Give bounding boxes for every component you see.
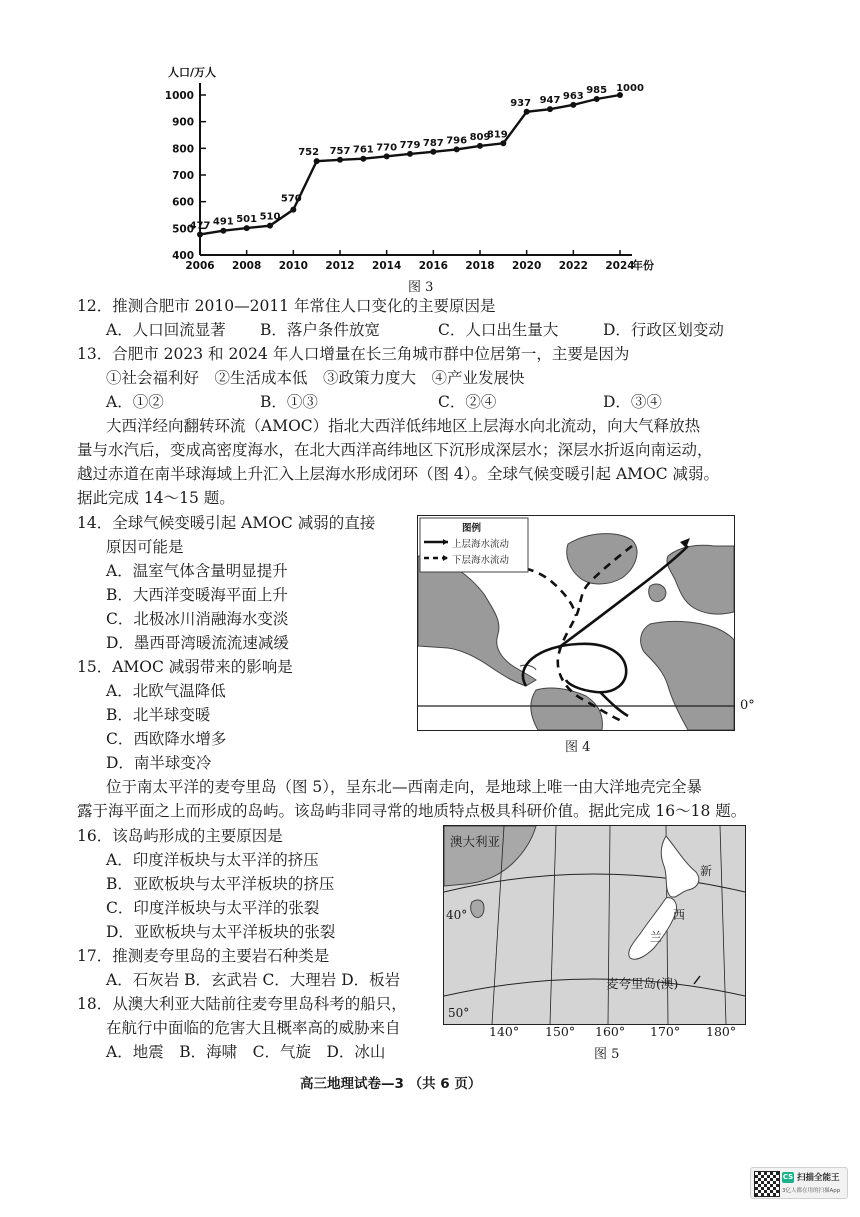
question-16-option-d: D．亚欧板块与太平洋板块的张裂 <box>106 923 336 941</box>
data-point <box>384 153 390 159</box>
x-tick-label: 2012 <box>325 260 355 272</box>
y-tick-label: 500 <box>172 223 194 236</box>
x-axis-title: 年份 <box>632 259 654 272</box>
y-tick-label: 700 <box>172 170 194 182</box>
question-12-option-d: D．行政区划变动 <box>603 321 724 339</box>
question-17-options: A．石灰岩 B．玄武岩 C．大理岩 D．板岩 <box>106 971 401 989</box>
question-14-option-d: D．墨西哥湾暖流流速减缓 <box>106 634 289 652</box>
x-tick-label: 2010 <box>278 260 308 272</box>
x-tick-label: 2022 <box>558 260 588 272</box>
data-point <box>570 102 576 108</box>
figure-4-caption: 图 4 <box>565 740 591 755</box>
x-tick-label: 2020 <box>512 260 542 272</box>
question-13-option-a: A．①② <box>106 393 164 411</box>
question-14-option-c: C．北极冰川消融海水变淡 <box>106 610 289 628</box>
data-label: 809 <box>469 131 491 143</box>
label-macquarie-island: 麦夸里岛(澳) <box>606 976 679 991</box>
latitude-50-label: 50° <box>448 1006 470 1020</box>
data-label: 491 <box>212 216 234 228</box>
question-16-option-c: C．印度洋板块与太平洋的张裂 <box>106 899 320 917</box>
amoc-legend-lower-flow: 下层海水流动 <box>452 555 510 566</box>
data-point <box>220 228 226 234</box>
x-tick-label: 2014 <box>372 260 402 272</box>
y-tick-label: 600 <box>172 196 194 209</box>
question-15-option-c: C．西欧降水增多 <box>106 730 227 748</box>
question-16-option-b: B．亚欧板块与太平洋板块的挤压 <box>106 875 335 893</box>
data-point <box>290 207 296 213</box>
longitude-150-label: 150° <box>545 1024 576 1039</box>
question-18-stem-line-2: 在航行中面临的危害大且概率高的威胁来自 <box>106 1019 401 1037</box>
macquarie-map-drawing <box>444 826 745 1024</box>
question-13-items: ①社会福利好 ②生活成本低 ③政策力度大 ④产业发展快 <box>106 369 525 387</box>
y-axis-title: 人口/万人 <box>168 66 217 79</box>
question-12-option-b: B．落户条件放宽 <box>260 321 380 339</box>
question-18-options: A．地震 B．海啸 C．气旋 D．冰山 <box>106 1043 386 1061</box>
camscanner-badge: CS <box>782 1173 794 1181</box>
question-13-stem: 13．合肥市 2023 和 2024 年人口增量在长三角城市群中位居第一，主要是因为 <box>77 345 630 363</box>
question-13-option-d: D．③④ <box>603 393 662 411</box>
data-point <box>524 109 530 115</box>
label-xi: 西 <box>673 908 686 922</box>
data-point <box>594 96 600 102</box>
data-point <box>430 149 436 155</box>
data-label: 477 <box>189 220 211 232</box>
data-point <box>197 231 203 237</box>
latitude-40-label: 40° <box>446 908 468 922</box>
data-label: 963 <box>562 90 584 102</box>
question-13-option-c: C．②④ <box>438 393 497 411</box>
amoc-passage-line-3: 越过赤道在南半球海域上升汇入上层海水形成闭环（图 4）。全球气候变暖引起 AMOC 减弱。 <box>77 465 720 483</box>
x-tick-label: 2018 <box>465 260 495 272</box>
question-15-stem: 15．AMOC 减弱带来的影响是 <box>77 658 293 676</box>
longitude-180-label: 180° <box>706 1024 737 1039</box>
data-label: 770 <box>376 142 398 154</box>
data-point <box>547 106 553 112</box>
question-18-stem-line-1: 18．从澳大利亚大陆前往麦夸里岛科考的船只， <box>77 995 407 1013</box>
amoc-passage-line-4: 据此完成 14～15 题。 <box>77 489 235 507</box>
question-12-option-c: C．人口出生量大 <box>438 321 559 339</box>
y-tick-label: 400 <box>172 250 194 262</box>
label-xin: 新 <box>700 864 713 878</box>
data-point <box>360 156 366 162</box>
data-label: 501 <box>236 214 258 226</box>
figure-3-caption: 图 3 <box>408 280 434 295</box>
question-14-stem-line-1: 14．全球气候变暖引起 AMOC 减弱的直接 <box>77 514 376 532</box>
x-tick-label: 2016 <box>418 260 448 272</box>
data-label: 1000 <box>616 83 644 94</box>
data-label: 752 <box>298 147 320 159</box>
data-point <box>337 157 343 163</box>
question-17-stem: 17．推测麦夸里岛的主要岩石种类是 <box>77 947 330 965</box>
macquarie-passage-line-2: 露于海平面之上而形成的岛屿。该岛屿非同寻常的地质特点极具科研价值。据此完成 16～18 题。 <box>77 802 747 820</box>
page-footer: 高三地理试卷—3 （共 6 页） <box>300 1076 482 1092</box>
figure-5-caption: 图 5 <box>594 1047 620 1062</box>
data-point <box>244 225 250 231</box>
label-australia: 澳大利亚 <box>450 834 501 849</box>
y-tick-label: 900 <box>172 116 194 129</box>
question-16-stem: 16．该岛屿形成的主要原因是 <box>77 827 283 845</box>
question-16-option-a: A．印度洋板块与太平洋的挤压 <box>106 851 319 869</box>
amoc-legend-title: 图例 <box>462 523 482 534</box>
question-14-stem-line-2: 原因可能是 <box>106 538 184 556</box>
data-point <box>314 158 320 164</box>
data-label: 937 <box>510 97 532 109</box>
amoc-map <box>417 515 735 731</box>
qr-code-icon <box>754 1171 780 1197</box>
data-label: 570 <box>280 193 302 205</box>
question-12-stem: 12．推测合肥市 2010—2011 年常住人口变化的主要原因是 <box>77 297 496 315</box>
x-tick-label: 2008 <box>232 260 262 272</box>
data-point <box>454 146 460 152</box>
data-point <box>500 140 506 146</box>
data-label: 796 <box>446 135 468 147</box>
x-tick-label: 2024 <box>605 260 635 272</box>
data-label: 757 <box>329 145 351 157</box>
question-14-option-a: A．温室气体含量明显提升 <box>106 562 288 580</box>
data-label: 985 <box>586 85 608 96</box>
data-label: 510 <box>259 211 281 223</box>
question-13-option-b: B．①③ <box>260 393 318 411</box>
y-tick-label: 800 <box>172 143 194 156</box>
camscanner-subtitle: 3亿人都在用的扫描App <box>782 1188 841 1194</box>
question-15-option-b: B．北半球变暖 <box>106 706 211 724</box>
camscanner-watermark <box>750 1167 848 1199</box>
question-15-option-a: A．北欧气温降低 <box>106 682 226 700</box>
data-point <box>477 143 483 149</box>
data-point <box>407 151 413 157</box>
population-line-chart <box>160 60 680 278</box>
amoc-passage-line-1: 大西洋经向翻转环流（AMOC）指北大西洋低纬地区上层海水向北流动，向大气释放热 <box>106 417 701 435</box>
macquarie-passage-line-1: 位于南太平洋的麦夸里岛（图 5），呈东北—西南走向，是地球上唯一由大洋地壳完全暴 <box>106 778 703 796</box>
data-label: 819 <box>486 129 508 141</box>
amoc-equator-label: 0° <box>740 698 755 713</box>
longitude-160-label: 160° <box>595 1024 626 1039</box>
data-label: 787 <box>422 137 444 149</box>
data-point <box>267 223 273 229</box>
question-14-option-b: B．大西洋变暖海平面上升 <box>106 586 288 604</box>
longitude-140-label: 140° <box>489 1024 520 1039</box>
amoc-passage-line-2: 量与水汽后，变成高密度海水，在北大西洋高纬地区下沉形成深层水；深层水折返向南运动， <box>77 441 713 459</box>
y-tick-label: 1000 <box>164 90 194 102</box>
amoc-legend-upper-flow: 上层海水流动 <box>452 539 510 550</box>
x-tick-label: 2006 <box>185 260 215 272</box>
longitude-170-label: 170° <box>650 1024 681 1039</box>
macquarie-map <box>443 825 746 1025</box>
data-label: 761 <box>352 144 374 156</box>
data-label: 947 <box>539 95 561 107</box>
question-12-option-a: A．人口回流显著 <box>106 321 226 339</box>
question-15-option-d: D．南半球变冷 <box>106 754 212 772</box>
label-lan: 兰 <box>650 930 663 944</box>
camscanner-title: 扫描全能王 <box>797 1173 840 1183</box>
data-label: 779 <box>399 139 421 151</box>
